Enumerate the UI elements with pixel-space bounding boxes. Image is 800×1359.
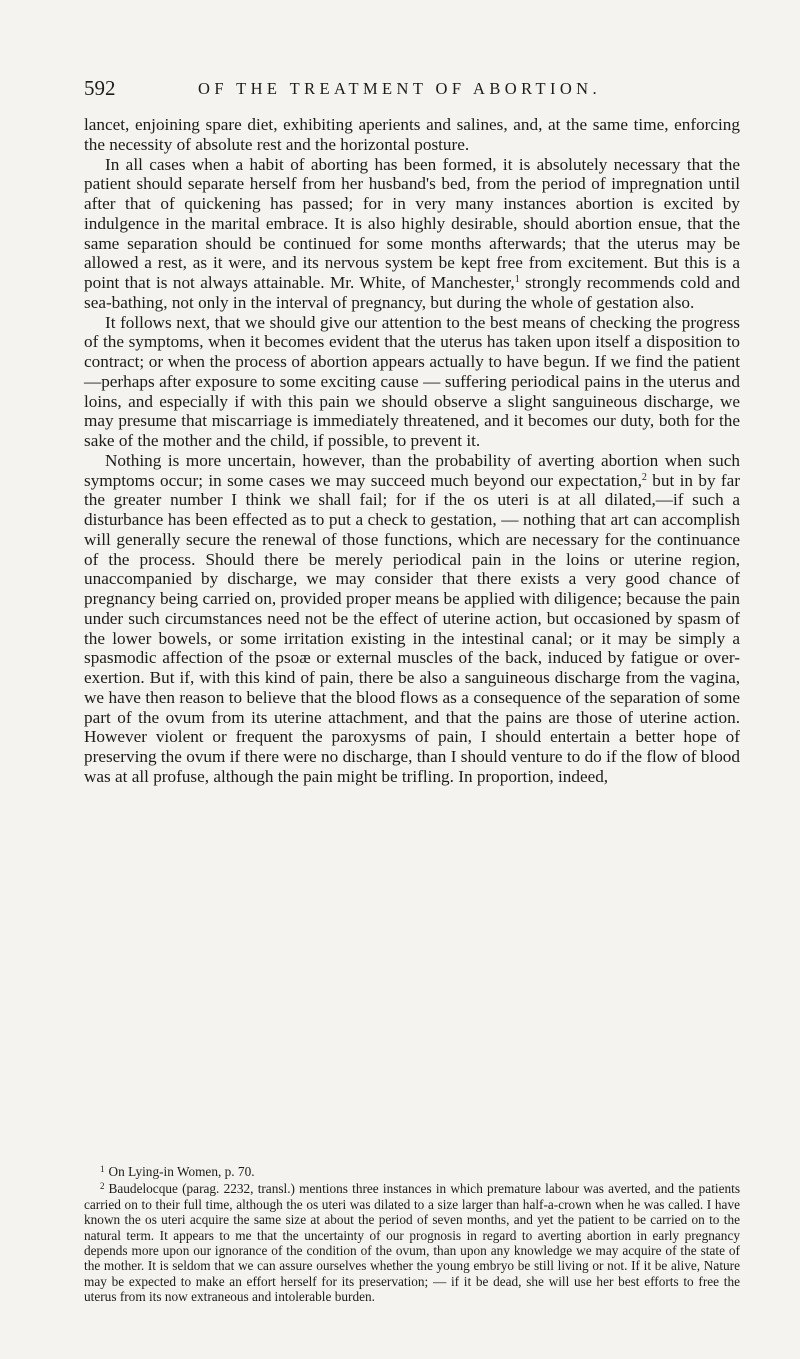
footnotes	[84, 1162, 740, 1305]
running-head	[84, 76, 740, 100]
footnote-ref-2: 2	[641, 471, 647, 483]
paragraph-text: strongly recommends cold and sea-bathing, not only in the interval of pregnancy, but during the whole of gestation also.	[84, 273, 740, 312]
body-text	[84, 115, 740, 787]
paragraph-4	[84, 451, 740, 787]
paragraph-text: It follows next, that we should give our attention to the best means of checking the progress of the symptoms, when it becomes evident that the uterus has taken upon itself a disposition to contract; or when the process of abortion appears actually to have begun. If we find the patient—perhaps after exposure to some exciting cause — suffering periodical pains in the uterus and loins, and especially if with this pain we should observe a slight sanguineous discharge, we may presume that miscarriage is immediately threatened, and it becomes our duty, both for the sake of the mother and the child, if possible, to prevent it.	[84, 312, 740, 450]
footnote-text: On Lying-in Women, p. 70.	[108, 1164, 255, 1179]
footnote-mark: 1	[100, 1164, 105, 1174]
footnote-text: Baudelocque (parag. 2232, transl.) mentions three instances in which premature labour was averted, and the patients carried on to their full time, although the os uteri was dilated to a size larger than half-a-crown when he was called. I have known the os uteri acquire the same size at about the period of seven months, and yet the patient to be carried on to the natural term. It appears to me that the uncertainty of our prognosis in regard to averting abortion in early pregnancy depends more upon our ignorance of the condition of the ovum, than upon any knowledge we may acquire of the state of the mother. It is seldom that we can assure ourselves whether the young embryo be still living or not. If it be alive, Nature may be expected to make an effort herself for its preservation; — if it be dead, she will use her best efforts to free the uterus from its now extraneous and intolerable burden.	[84, 1181, 740, 1305]
page-number: 592	[84, 76, 116, 100]
paragraph-text: but in by far the greater number I think we shall fail; for if the os uteri is at all dilated,—if such a disturbance has been effected as to put a check to gestation, — nothing that art can accomplish will generally secure the renewal of those functions, which are necessary for the continuance of the process. Should there be merely periodical pain in the loins or uterine region, unaccompanied by discharge, we may consider that there exists a very good chance of pregnancy being carried on, provided proper means be applied with diligence; because the pain under such circumstances need not be the effect of uterine action, but occasioned by spasm of the lower bowels, or some irritation existing in the intestinal canal; or it may be simply a spasmodic affection of the psoæ or external muscles of the back, induced by fatigue or over-exertion. But if, with this kind of pain, there be also a sanguineous discharge from the vagina, we have then reason to believe that the blood flows as a consequence of the separation of some part of the ovum from its uterine attachment, and that the pains are those of uterine action. However violent or frequent the paroxysms of pain, I should entertain a better hope of preserving the ovum if there were no discharge, than I should venture to do if the flow of blood was at all profuse, although the pain might be trifling. In proportion, indeed,	[84, 470, 740, 786]
footnote-1	[84, 1162, 740, 1179]
paragraph-1	[84, 115, 740, 155]
footnote-ref-1: 1	[514, 274, 520, 285]
paragraph-3	[84, 313, 740, 451]
footnote-2	[84, 1179, 740, 1304]
paragraph-text: lancet, enjoining spare diet, exhibiting aperients and salines, and, at the same time, enforcing the necessity of absolute rest and the horizontal posture.	[84, 115, 740, 154]
footnote-mark: 2	[100, 1181, 105, 1192]
running-title: OF THE TREATMENT OF ABORTION.	[198, 79, 602, 98]
paragraph-text: Nothing is more uncertain, however, than the probability of averting abortion when such symptoms occur; in some cases we may succeed much beyond our expectation,	[84, 450, 740, 490]
paragraph-2	[84, 155, 740, 313]
paragraph-text: In all cases when a habit of aborting has been formed, it is absolutely necessary that the patient should separate herself from her husband's bed, from the period of impregnation until after that of quickening has passed; for in very many instances abortion is excited by indulgence in the marital embrace. It is also highly desirable, should abortion ensue, that the same separation should be continued for some months afterwards; that the uterus may be allowed a rest, as it were, and its nervous system be kept free from excitement. But this is a point that is not always attainable. Mr. White, of Manchester,	[84, 154, 740, 292]
